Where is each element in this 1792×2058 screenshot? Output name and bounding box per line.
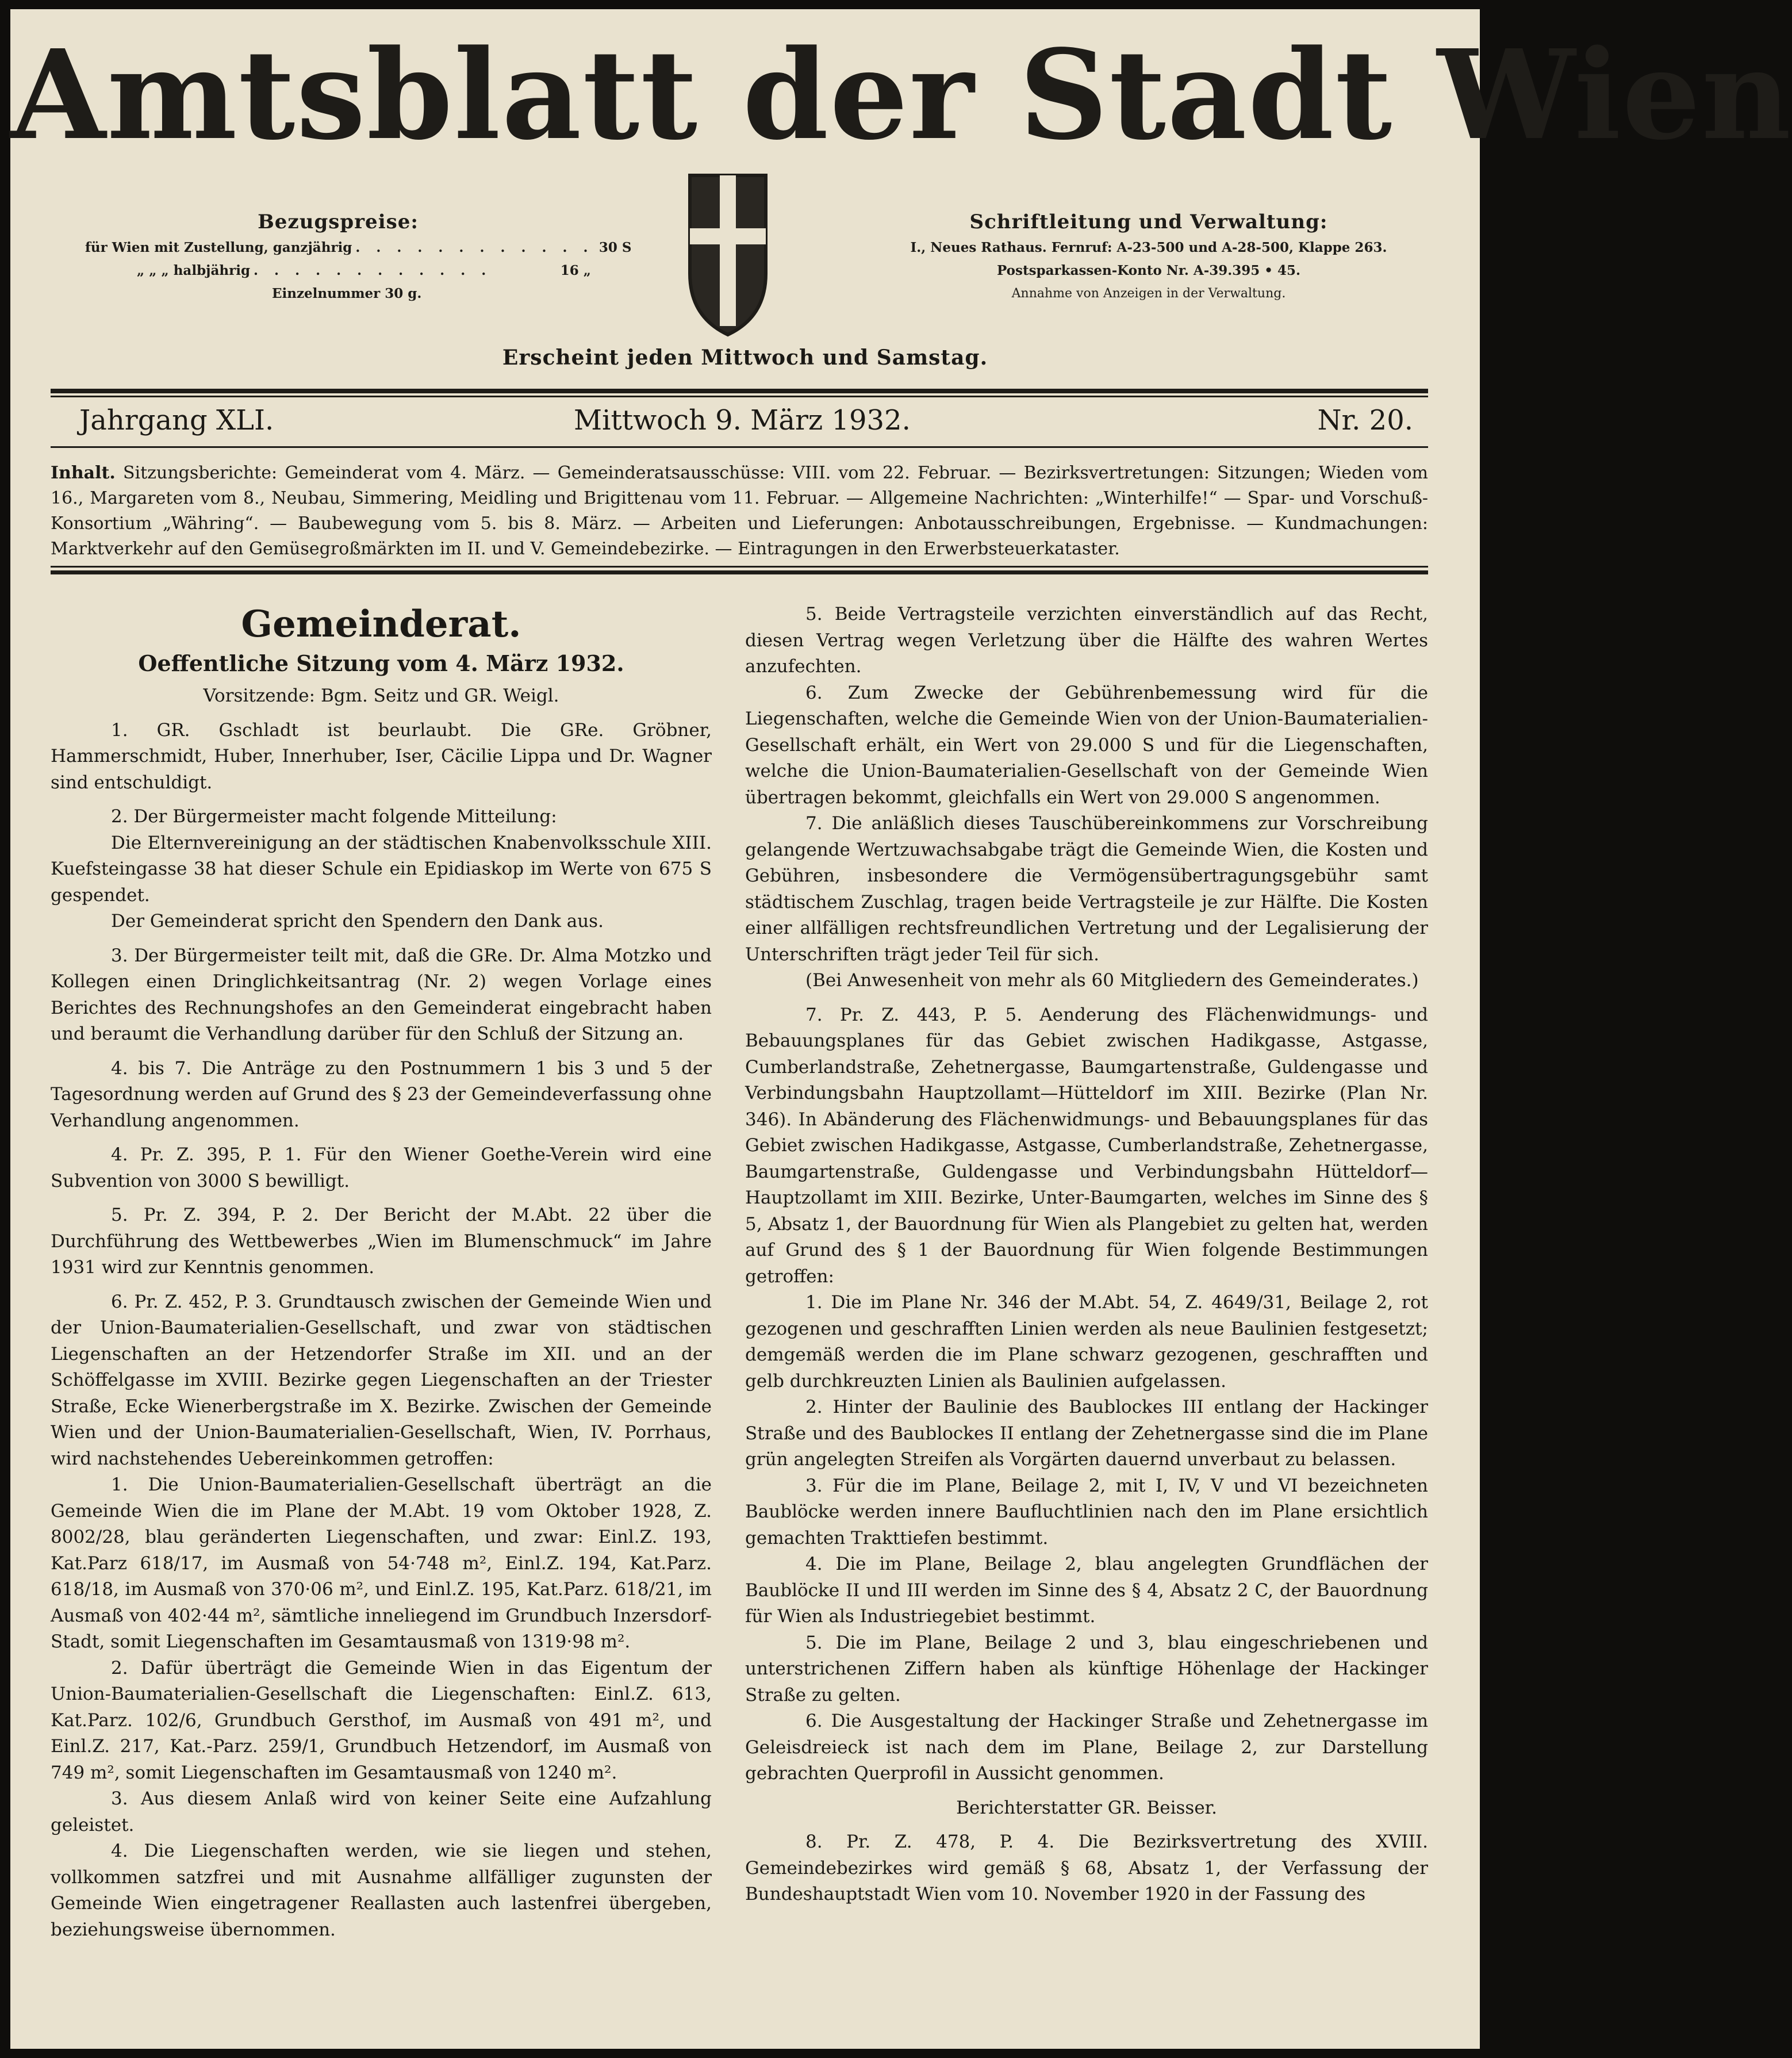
editorial-title: Schriftleitung und Verwaltung: xyxy=(969,210,1328,233)
article-paragraph: 3. Der Bürgermeister teilt mit, daß die GRe. Dr. Alma Motzko und Kollegen einen Dringlichkeitsantrag (Nr. 2) wegen Vorlage eines Berichtes des Rechnungshofes an den Gemeinderat eingebracht haben und beraumt die Verhandlung darüber für den Schluß der Sitzung an. xyxy=(51,945,712,1044)
price-row-half-year: „ „ „ halbjährig . . . . . . . . . . . . 16 „ xyxy=(137,263,591,278)
divider-rule xyxy=(51,566,1428,568)
article-paragraph: 5. Pr. Z. 394, P. 2. Der Bericht der M.Abt. 22 über die Durchführung des Wettbewerbes „Wien im Blumenschmuck“ im Jahre 1931 wird zur Kenntnis genommen. xyxy=(51,1205,712,1278)
article-paragraph: 1. GR. Gschladt ist beurlaubt. Die GRe. Gröbner, Hammerschmidt, Huber, Innerhuber, Iser, Cäcilie Lippa und Dr. Wagner sind entschuldigt. xyxy=(51,719,712,793)
article-paragraph: 1. Die im Plane Nr. 346 der M.Abt. 54, Z. 4649/31, Beilage 2, rot gezogenen und geschrafften Linien werden als neue Baulinien festgesetzt; demgemäß werden die im Plane schwarz gezogenen, geschrafften und gelb durchkreuzten Linien als Baulinien aufgelassen. xyxy=(745,1292,1428,1392)
article-paragraph: Vorsitzende: Bgm. Seitz und GR. Weigl. xyxy=(203,685,559,706)
issue-line xyxy=(79,400,1413,440)
article-paragraph: 6. Zum Zwecke der Gebührenbemessung wird für die Liegenschaften, welche die Gemeinde Wien von der Union-Baumaterialien-Gesellschaft erhält, ein Wert von 29.000 S und für die Liegenschaften, welche die Union-Baumaterialien-Gesellschaft von der Gemeinde Wien übertragen bekommt, gleichfalls ein Wert von 29.000 S angenommen. xyxy=(745,682,1428,808)
single-issue-price: Einzelnummer 30 g. xyxy=(272,286,422,301)
issue-date: Mittwoch 9. März 1932. xyxy=(574,404,911,436)
issue-number: Nr. 20. xyxy=(1317,404,1413,436)
article-paragraph: 4. Die Liegenschaften werden, wie sie liegen und stehen, vollkommen satzfrei und mit Ausnahme allfälliger zugunsten der Gemeinde Wien eingetragener Reallasten auch lastenfrei übergeben, beziehungsweise übernommen. xyxy=(51,1841,712,1940)
divider-rule xyxy=(51,396,1428,397)
article-paragraph: 7. Pr. Z. 443, P. 5. Aenderung des Flächenwidmungs- und Bebauungsplanes für das Gebiet zwischen Hadikgasse, Astgasse, Cumberlandstraße, Zehetnergasse, Baumgartenstraße, Guldengasse und Verbindungsbahn Hauptzollamt—Hütteldorf im XIII. Bezirke (Plan Nr. 346). In Abänderung des Flächenwidmungs- und Bebauungsplanes für das Gebiet zwischen Hadikgasse, Astgasse, Cumberlandstraße, Zehetnergasse, Baumgartenstraße, Guldengasse und Verbindungsbahn Hütteldorf—Hauptzollamt im XIII. Bezirke, Unter-Baumgarten, welches im Sinne des § 5, Absatz 1, der Bauordnung für Wien als Plangebiet zu gelten hat, werden auf Grund des § 1 der Bauordnung für Wien folgende Bestimmungen getroffen: xyxy=(745,1004,1428,1287)
divider-rule xyxy=(51,570,1428,574)
article-paragraph: 2. Hinter der Baulinie des Baublockes III entlang der Hackinger Straße und des Baublockes II entlang der Zehetnergasse sind die im Plane grün angelegten Streifen als Vorgärten dauernd unverbaut zu belassen. xyxy=(745,1397,1428,1470)
vienna-coat-of-arms xyxy=(688,173,768,337)
editorial-ads-note: Annahme von Anzeigen in der Verwaltung. xyxy=(1011,286,1286,301)
article-paragraph: 3. Aus diesem Anlaß wird von keiner Seite eine Aufzahlung geleistet. xyxy=(51,1788,712,1835)
article-paragraph: 1. Die Union-Baumaterialien-Gesellschaft überträgt an die Gemeinde Wien die im Plane der M.Abt. 19 vom Oktober 1928, Z. 8002/28, blau geränderten Liegenschaften, und zwar: Einl.Z. 193, Kat.Parz 618/17, im Ausmaß von 54·748 m², Einl.Z. 194, Kat.Parz. 618/18, im Ausmaß von 370·06 m², und Einl.Z. 195, Kat.Parz. 618/21, im Ausmaß von 402·44 m², sämtliche inneliegend im Grundbuch Inzersdorf-Stadt, somit Liegenschaften im Gesamtausmaß von 1319·98 m². xyxy=(51,1474,712,1652)
price-row-annual: für Wien mit Zustellung, ganzjährig . . . . . . . . . . . . 30 S xyxy=(85,240,632,255)
article-paragraph: 8. Pr. Z. 478, P. 4. Die Bezirksvertretung des XVIII. Gemeindebezirkes wird gemäß § 68, Absatz 1, der Verfassung der Bundeshauptstadt Wien vom 10. November 1920 in der Fassung des xyxy=(745,1831,1428,1904)
editorial-postal-account: Postsparkassen-Konto Nr. A-39.395 • 45. xyxy=(997,263,1300,278)
article-paragraph: Der Gemeinderat spricht den Spendern den Dank aus. xyxy=(111,911,604,932)
divider-rule xyxy=(51,389,1428,393)
rapporteur-line: Berichterstatter GR. Beisser. xyxy=(956,1797,1217,1818)
article-column-left xyxy=(51,601,712,1943)
subscription-title: Bezugspreise: xyxy=(258,210,419,233)
article-column-right xyxy=(745,601,1428,1908)
article-subheading: Oeffentliche Sitzung vom 4. März 1932. xyxy=(138,650,624,676)
article-heading: Gemeinderat. xyxy=(241,603,521,646)
article-paragraph: 2. Der Bürgermeister macht folgende Mitteilung: xyxy=(111,806,557,827)
article-paragraph: 4. Pr. Z. 395, P. 1. Für den Wiener Goethe-Verein wird eine Subvention von 3000 S bewilligt. xyxy=(51,1144,712,1191)
contents-label: Inhalt. xyxy=(51,463,116,483)
masthead-title: Amtsblatt der Stadt Wien xyxy=(10,23,1792,167)
subscription-prices xyxy=(85,208,632,305)
publication-frequency: Erscheint jeden Mittwoch und Samstag. xyxy=(502,346,988,370)
newspaper-page xyxy=(10,9,1792,2049)
volume-label: Jahrgang XLI. xyxy=(79,404,274,436)
article-paragraph: 6. Die Ausgestaltung der Hackinger Straße und Zehetnergasse im Geleisdreieck ist nach dem im Plane, Beilage 2, zur Darstellung gebrachten Querprofil in Aussicht genommen. xyxy=(745,1711,1428,1784)
article-paragraph: 6. Pr. Z. 452, P. 3. Grundtausch zwischen der Gemeinde Wien und der Union-Baumaterialien-Gesellschaft, und zwar von städtischen Liegenschaften an der Hetzendorfer Straße im XII. und an der Schöffelgasse im XVIII. Bezirke gegen Liegenschaften an der Triester Straße, Ecke Wienerbergstraße im X. Bezirke. Zwischen der Gemeinde Wien und der Union-Baumaterialien-Gesellschaft, Wien, IV. Porrhaus, wird nachstehendes Uebereinkommen getroffen: xyxy=(51,1291,712,1469)
article-paragraph: 3. Für die im Plane, Beilage 2, mit I, IV, V und VI bezeichneten Baublöcke werden innere Baufluchtlinien nach den im Plane ersichtlich gemachten Trakttiefen bestimmt. xyxy=(745,1475,1428,1549)
article-paragraph: 5. Die im Plane, Beilage 2 und 3, blau eingeschriebenen und unterstrichenen Ziffern haben als künftige Höhenlage der Hackinger Straße zu gelten. xyxy=(745,1632,1428,1706)
table-of-contents xyxy=(51,461,1428,562)
editorial-address: I., Neues Rathaus. Fernruf: A-23-500 und A-28-500, Klappe 263. xyxy=(910,240,1387,255)
editorial-office xyxy=(884,208,1413,305)
divider-rule xyxy=(51,446,1428,448)
article-paragraph: Die Elternvereinigung an der städtischen Knabenvolksschule XIII. Kuefsteingasse 38 hat dieser Schule ein Epidiaskop im Werte von 675 S gespendet. xyxy=(51,832,712,906)
contents-text: Sitzungsberichte: Gemeinderat vom 4. März. — Gemeinderatsausschüsse: VIII. vom 22. Februar. — Bezirksvertretungen: Sitzungen; Wieden vom 16., Margareten vom 8., Neubau, Simmering, Meidling und Brigittenau vom 11. Februar. — Allgemeine Nachrichten: „Winterhilfe!“ — Spar- und Vorschuß-Konsortium „Währing“. — Baubewegung vom 5. bis 8. März. — Arbeiten und Lieferungen: Anbotausschreibungen, Ergebnisse. — Kundmachungen: Marktverkehr auf den Gemüsegroßmärkten im II. und V. Gemeindebezirke. — Eintragungen in den Erwerbsteuerkataster. xyxy=(51,463,1428,559)
article-paragraph: (Bei Anwesenheit von mehr als 60 Mitgliedern des Gemeinderates.) xyxy=(805,970,1419,991)
article-paragraph: 4. bis 7. Die Anträge zu den Postnummern 1 bis 3 und 5 der Tagesordnung werden auf Grund des § 23 der Gemeindeverfassung ohne Verhandlung angenommen. xyxy=(51,1057,712,1131)
article-paragraph: 5. Beide Vertragsteile verzichten einverständlich auf das Recht, diesen Vertrag wegen Verletzung über die Hälfte des wahren Wertes anzufechten. xyxy=(745,604,1428,677)
article-paragraph: 2. Dafür überträgt die Gemeinde Wien in das Eigentum der Union-Baumaterialien-Gesellschaft die Liegenschaften: Einl.Z. 613, Kat.Parz. 102/6, Grundbuch Gersthof, im Ausmaß von 491 m², und Einl.Z. 217, Kat.-Parz. 259/1, Grundbuch Hetzendorf, im Ausmaß von 749 m², somit Liegenschaften im Gesamtausmaß von 1240 m². xyxy=(51,1657,712,1783)
article-paragraph: 7. Die anläßlich dieses Tauschübereinkommens zur Vorschreibung gelangende Wertzuwachsabgabe trägt die Gemeinde Wien, die Kosten und Gebühren, insbesondere die Vermögensübertragungsgebühr samt städtischem Zuschlag, tragen beide Vertragsteile je zur Hälfte. Die Kosten einer allfälligen rechtsfreundlichen Vertretung und der Legalisierung der Unterschriften trägt jeder Teil für sich. xyxy=(745,813,1428,965)
article-paragraph: 4. Die im Plane, Beilage 2, blau angelegten Grundflächen der Baublöcke II und III werden im Sinne des § 4, Absatz 2 C, der Bauordnung für Wien als Industriegebiet bestimmt. xyxy=(745,1554,1428,1627)
